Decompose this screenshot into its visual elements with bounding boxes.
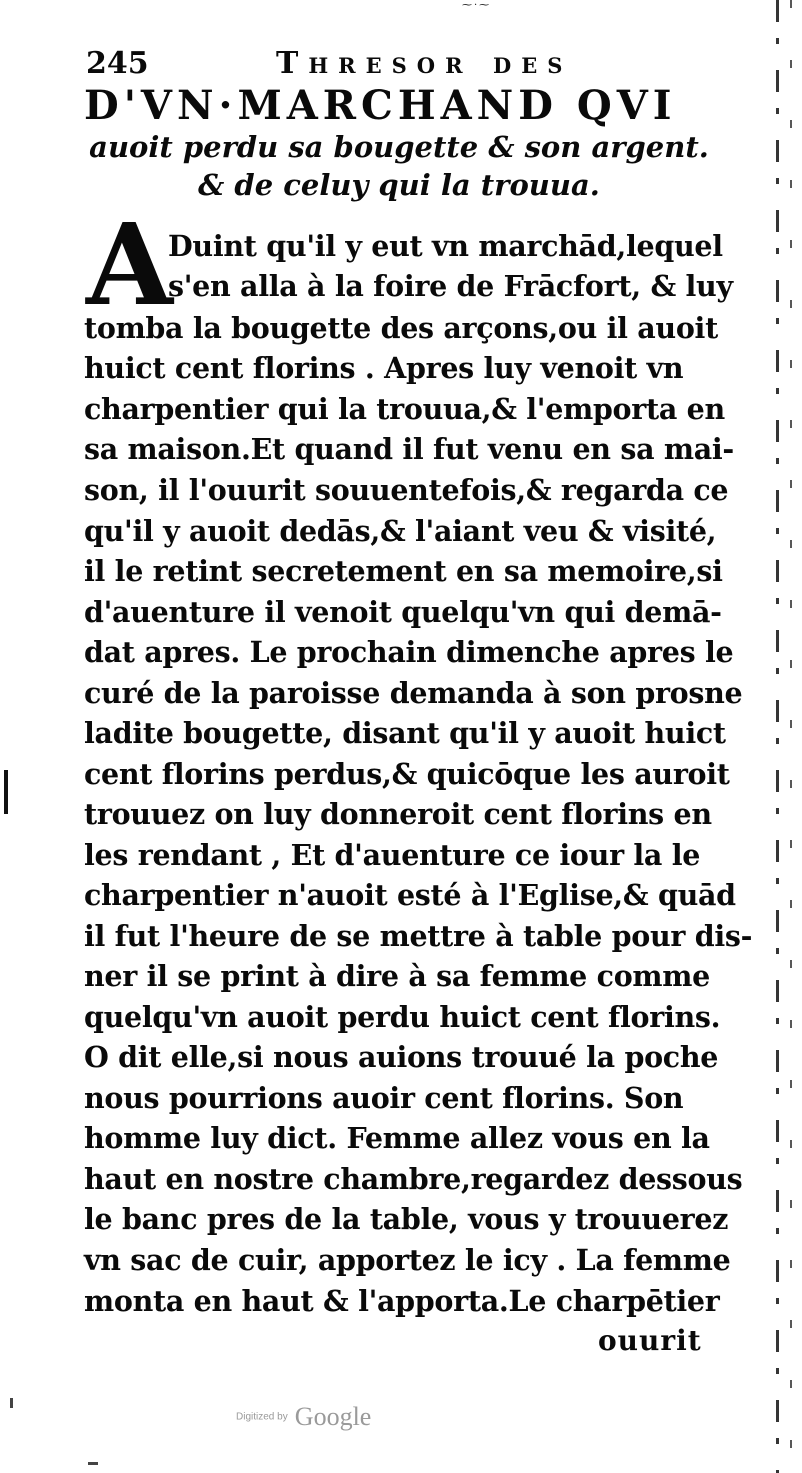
watermark-brand: Google <box>294 1402 372 1431</box>
text-line: d'auenture il venoit quelqu'vn qui demā- <box>84 595 722 629</box>
text-line: trouuez on luy donneroit cent florins en <box>84 797 712 831</box>
page-edge-shadow <box>776 0 779 1473</box>
digitized-watermark <box>236 1402 371 1432</box>
text-line: ladite bougette, disant qu'il y auoit huict <box>84 716 726 750</box>
scan-artifact-mark <box>10 1398 13 1408</box>
text-line: cent florins perdus,& quicōque les auroit <box>84 757 730 791</box>
text-line: sa maison.Et quand il fut venu en sa mai- <box>84 432 734 466</box>
text-line: le banc pres de la table, vous y trouuerez <box>84 1202 729 1236</box>
text-line: charpentier n'auoit esté à l'Eglise,& quād <box>84 878 736 912</box>
page-number: 245 <box>86 46 149 81</box>
chapter-title: D'VN·MARCHAND QVI <box>84 82 677 129</box>
running-title: Thresor des <box>276 46 573 81</box>
chapter-subtitle-line: auoit perdu sa bougette & son argent. <box>89 130 709 164</box>
text-line: homme luy dict. Femme allez vous en la <box>84 1121 710 1155</box>
text-line: huict cent florins . Apres luy venoit vn <box>84 351 684 385</box>
text-line: qu'il y auoit dedās,& l'aiant veu & visité, <box>84 514 717 548</box>
scan-artifact-mark <box>4 770 8 814</box>
printer-ornament: ⁓·⁓ <box>462 0 492 11</box>
text-line: nous pourrions auoir cent florins. Son <box>84 1081 684 1115</box>
text-line: charpentier qui la trouua,& l'emporta en <box>84 392 725 426</box>
drop-cap: A <box>86 200 173 331</box>
page-header <box>86 46 706 86</box>
text-line: les rendant , Et d'auenture ce iour la le <box>84 838 701 872</box>
text-line: O dit elle,si nous auions trouué la poche <box>84 1040 719 1074</box>
text-line: monta en haut & l'apporta.Le charpētier <box>84 1284 720 1318</box>
catchword: ouurit <box>598 1324 702 1357</box>
scan-artifact-mark <box>88 1462 98 1465</box>
text-line: haut en nostre chambre,regardez dessous <box>84 1162 743 1196</box>
text-line: il fut l'heure de se mettre à table pour dis- <box>84 919 753 953</box>
text-line: son, il l'ouurit souuentefois,& regarda ce <box>84 473 729 507</box>
text-line: curé de la paroisse demanda à son prosne <box>84 676 743 710</box>
text-line: Duint qu'il y eut vn marchād,lequel <box>168 229 723 263</box>
page-edge-shadow <box>790 0 792 1473</box>
watermark-prefix: Digitized by <box>236 1411 288 1423</box>
chapter-subtitle-line: & de celuy qui la trouua. <box>198 168 600 202</box>
text-line: vn sac de cuir, apportez le icy . La femme <box>84 1243 731 1277</box>
text-line: s'en alla à la foire de Frācfort, & luy <box>168 269 733 303</box>
text-line: il le retint secretement en sa memoire,si <box>84 554 723 588</box>
text-line: tomba la bougette des arçons,ou il auoit <box>84 311 718 345</box>
text-line: ner il se print à dire à sa femme comme <box>84 959 710 993</box>
text-line: dat apres. Le prochain dimenche apres le <box>84 635 734 669</box>
text-line: quelqu'vn auoit perdu huict cent florins. <box>84 1000 721 1034</box>
